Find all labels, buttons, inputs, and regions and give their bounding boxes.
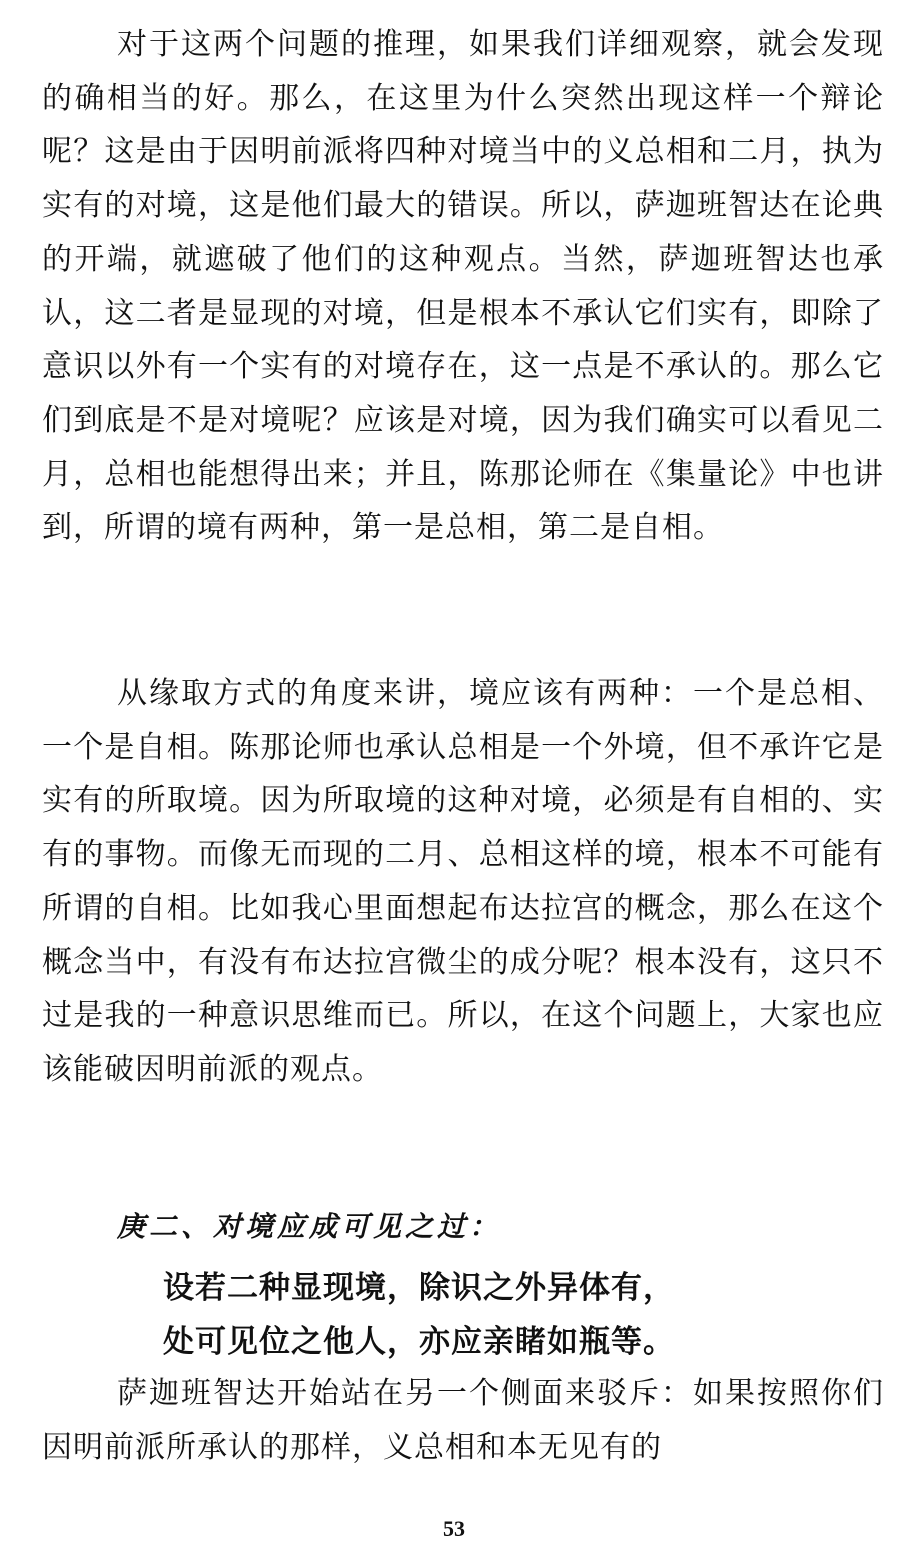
- body-paragraph-3: 萨迦班智达开始站在另一个侧面来驳斥：如果按照你们因明前派所承认的那样，义总相和本无见有的: [42, 1376, 884, 1465]
- body-paragraph-2: 从缘取方式的角度来讲，境应该有两种：一个是总相、一个是自相。陈那论师也承认总相是一个外境，但不承许它是实有的所取境。因为所取境的这种对境，必须是有自相的、实有的事物。而像无而现的二月、总相这样的境，根本不可能有所谓的自相。比如我心里面想起布达拉宫的概念，那么在这个概念当中，有没有布达拉宫微尘的成分呢？根本没有，这只不过是我的一种意识思维而已。所以，在这个问题上，大家也应该能破因明前派的观点。: [42, 676, 884, 1087]
- section-heading: 庚二、对境应成可见之过：: [117, 1210, 502, 1243]
- verse-line-1: 设若二种显现境，除识之外异体有，: [163, 1270, 675, 1306]
- verse-line-2: 处可见位之他人，亦应亲睹如瓶等。: [163, 1324, 675, 1360]
- page-number: 53: [443, 1516, 465, 1541]
- body-paragraph-1: 对于这两个问题的推理，如果我们详细观察，就会发现的确相当的好。那么，在这里为什么突然出现这样一个辩论呢？这是由于因明前派将四种对境当中的义总相和二月，执为实有的对境，这是他们最大的错误。所以，萨迦班智达在论典的开端，就遮破了他们的这种观点。当然，萨迦班智达也承认，这二者是显现的对境，但是根本不承认它们实有，即除了意识以外有一个实有的对境存在，这一点是不承认的。那么它们到底是不是对境呢？应该是对境，因为我们确实可以看见二月，总相也能想得出来；并且，陈那论师在《集量论》中也讲到，所谓的境有两种，第一是总相，第二是自相。: [42, 27, 884, 546]
